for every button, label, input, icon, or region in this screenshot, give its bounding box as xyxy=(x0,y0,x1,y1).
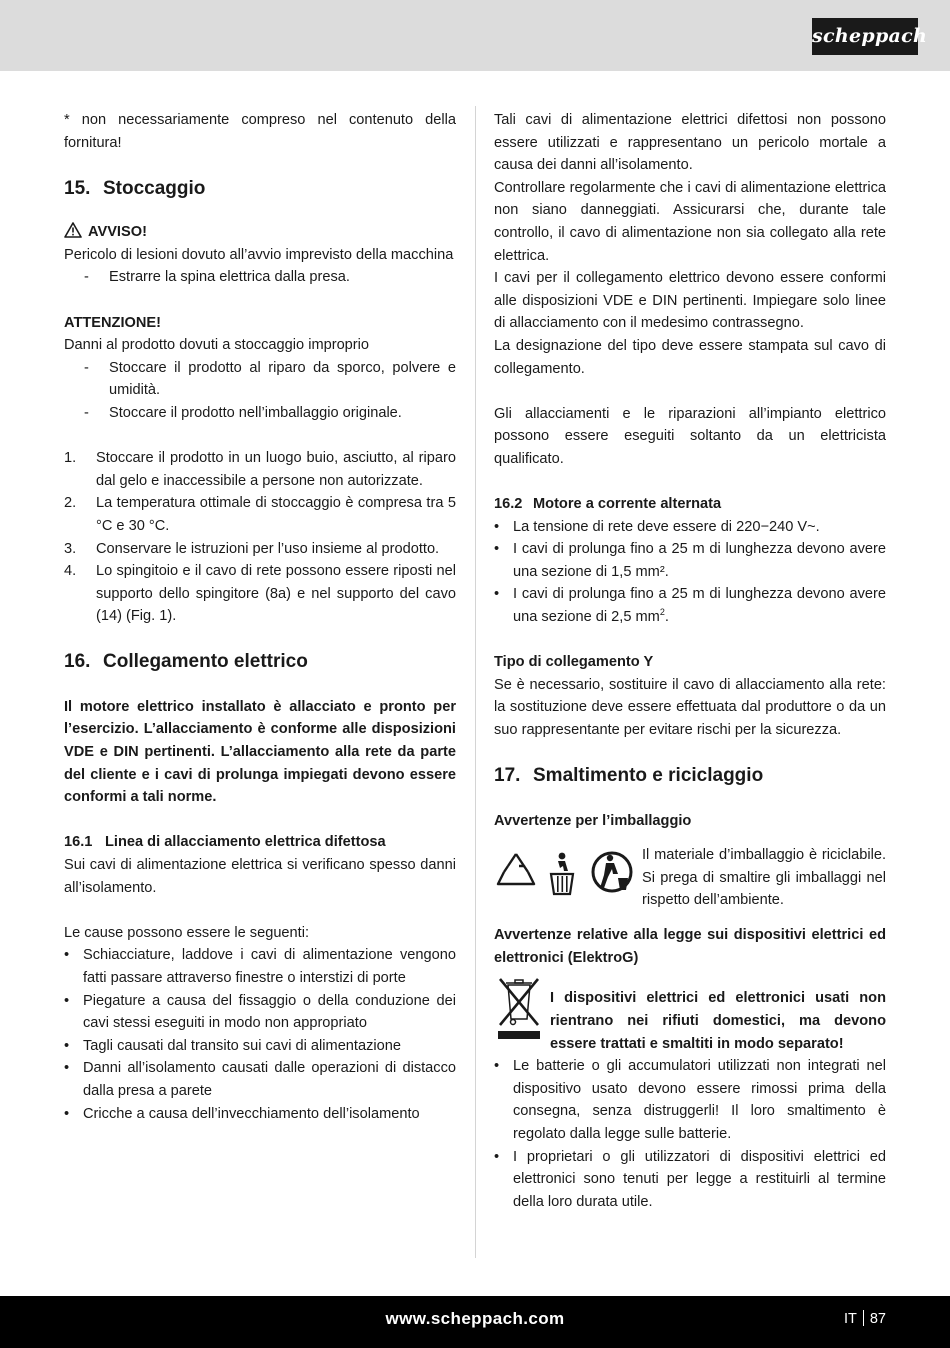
column-divider xyxy=(475,106,476,1258)
attention-text: Danni al prodotto dovuti a stoccaggio improprio xyxy=(64,337,370,354)
packaging-block xyxy=(494,844,886,912)
list-item: • Danni all’isolamento causati dalle operazioni di distacco dalla presa a parete xyxy=(64,1060,456,1099)
recycling-person-icon xyxy=(593,853,631,891)
paragraph: I cavi per il collegamento elettrico devono essere conformi alle disposizioni VDE e DIN pertinenti. Impiegare solo linee di allacciamento con il medesimo contrassegno. xyxy=(494,270,886,332)
step-item: 4. Lo spingitoio e il cavo di rete possono essere riposti nel supporto dello spingitore (8a) e nel supporto del cavo (14) (Fig. 1). xyxy=(64,563,456,625)
connection-type-heading: Tipo di collegamento Y xyxy=(494,654,654,671)
section-16-2-heading: 16.2 Motore a corrente alternata xyxy=(494,496,722,513)
paragraph: La designazione del tipo deve essere stampata sul cavo di collegamento. xyxy=(494,337,886,377)
section-15-heading: 15. Stoccaggio xyxy=(64,178,206,200)
list-item: • Tagli causati dal transito sui cavi di alimentazione xyxy=(64,1037,401,1054)
packaging-heading: Avvertenze per l’imballaggio xyxy=(494,812,692,829)
list-item: • I cavi di prolunga fino a 25 m di lunghezza devono avere una sezione di 2,5 $mm^2$. xyxy=(494,586,886,626)
list-item: • I proprietari o gli utilizzatori di dispositivi elettrici ed elettronici sono tenuti per legge a restituirli al termine della loro durata utile. xyxy=(494,1148,886,1210)
paragraph: Gli allacciamenti e le riparazioni all’impianto elettrico possono essere eseguiti soltanto da un elettricista qualificato. xyxy=(494,405,886,467)
footer-bar xyxy=(0,1296,950,1348)
packaging-text: Il materiale d’imballaggio è riciclabile. Si prega di smaltire gli imballaggi nel rispetto dell’ambiente. xyxy=(642,847,886,909)
recycle-icon xyxy=(498,854,534,884)
list-item: • La tensione di rete deve essere di 220−240 V~. xyxy=(494,518,820,535)
elektrog-text: I dispositivi elettrici ed elettronici usati non rientrano nei rifiuti domestici, ma devono essere trattati e smaltiti in modo separato! xyxy=(550,990,886,1052)
paragraph: Tali cavi di alimentazione elettrici difettosi non possono essere utilizzati e rappresentano un pericolo mortale a causa dei danni all’isolamento. xyxy=(494,112,886,174)
trash-bin-icon xyxy=(551,853,573,894)
list-item: - Stoccare il prodotto nell’imballaggio originale. xyxy=(84,404,402,421)
recycling-icons xyxy=(494,844,642,912)
step-item: 3. Conservare le istruzioni per l’uso insieme al prodotto. xyxy=(64,540,440,557)
section-16-heading: 16. Collegamento elettrico xyxy=(64,650,308,672)
warning-label: AVVISO! xyxy=(64,221,456,244)
footnote: * non necessariamente compreso nel contenuto della fornitura! xyxy=(64,112,456,151)
list-item: • I cavi di prolunga fino a 25 m di lunghezza devono avere una sezione di 1,5 mm². xyxy=(494,541,886,580)
list-item: - Estrarre la spina elettrica dalla presa. xyxy=(84,269,350,286)
list-item: • Cricche a causa dell’invecchiamento dell’isolamento xyxy=(64,1105,420,1122)
crossed-bin-icon xyxy=(494,975,550,1043)
list-item: • Le batterie o gli accumulatori utilizzati non integrati nel dispositivo usato devono essere rimossi prima della consegna, senza distruggerli! Il loro smaltimento è regolato dalla legge sulle batterie. xyxy=(494,1058,886,1142)
warning-text: Pericolo di lesioni dovuto all’avvio imprevisto della macchina xyxy=(64,246,454,263)
attention-label: ATTENZIONE! xyxy=(64,314,162,331)
step-item: 1. Stoccare il prodotto in un luogo buio, asciutto, al riparo dal gelo e inaccessibile a persone non autorizzate. xyxy=(64,450,456,489)
warning-triangle-icon xyxy=(64,222,82,238)
brand-logo: scheppach xyxy=(812,18,918,55)
list-item: • Schiacciature, laddove i cavi di alimentazione vengono fatti passare attraverso finestre o interstizi di porte xyxy=(64,947,456,986)
list-item: - Stoccare il prodotto al riparo da sporco, polvere e umidità. xyxy=(84,359,456,399)
right-column xyxy=(494,109,886,1213)
paragraph: Controllare regolarmente che i cavi di alimentazione elettrica non siano danneggiati. Assicurarsi che, durante tale controllo, il cavo di alimentazione non sia collegato alla rete elettrica. xyxy=(494,179,886,264)
causes-intro: Le cause possono essere le seguenti: xyxy=(64,924,310,941)
page-number: IT 87 xyxy=(843,1311,886,1327)
section-17-heading: 17. Smaltimento e riciclaggio xyxy=(494,764,764,786)
weee-block xyxy=(494,975,886,1055)
section-16-intro: Il motore elettrico installato è allacciato e pronto per l’esercizio. L’allacciamento è conforme alle disposizioni VDE e DIN pertinenti. L’allacciamento alla rete da parte del cliente e i cavi di prolunga impiegati devono essere conformi a tali norme. xyxy=(64,698,456,806)
left-column xyxy=(64,109,456,1125)
header-bar xyxy=(0,0,950,71)
connection-type-text: Se è necessario, sostituire il cavo di allacciamento alla rete: la sostituzione deve essere effettuata dal produttore o da un suo rappresentante per evitare rischi per la sicurezza. xyxy=(494,676,886,739)
section-16-1-text: Sui cavi di alimentazione elettrica si verificano spesso danni all’isolamento. xyxy=(64,857,456,896)
section-16-1-heading: 16.1 Linea di allacciamento elettrica difettosa xyxy=(64,834,386,851)
list-item: • Piegature a causa del fissaggio o della conduzione dei cavi stessi eseguiti in modo non appropriato xyxy=(64,992,456,1032)
elektrog-heading: Avvertenze relative alla legge sui dispositivi elettrici ed elettronici (ElektroG) xyxy=(494,927,886,966)
step-item: 2. La temperatura ottimale di stoccaggio è compresa tra 5 °C e 30 °C. xyxy=(64,495,456,534)
website-link[interactable]: www.scheppach.com xyxy=(385,1309,565,1328)
